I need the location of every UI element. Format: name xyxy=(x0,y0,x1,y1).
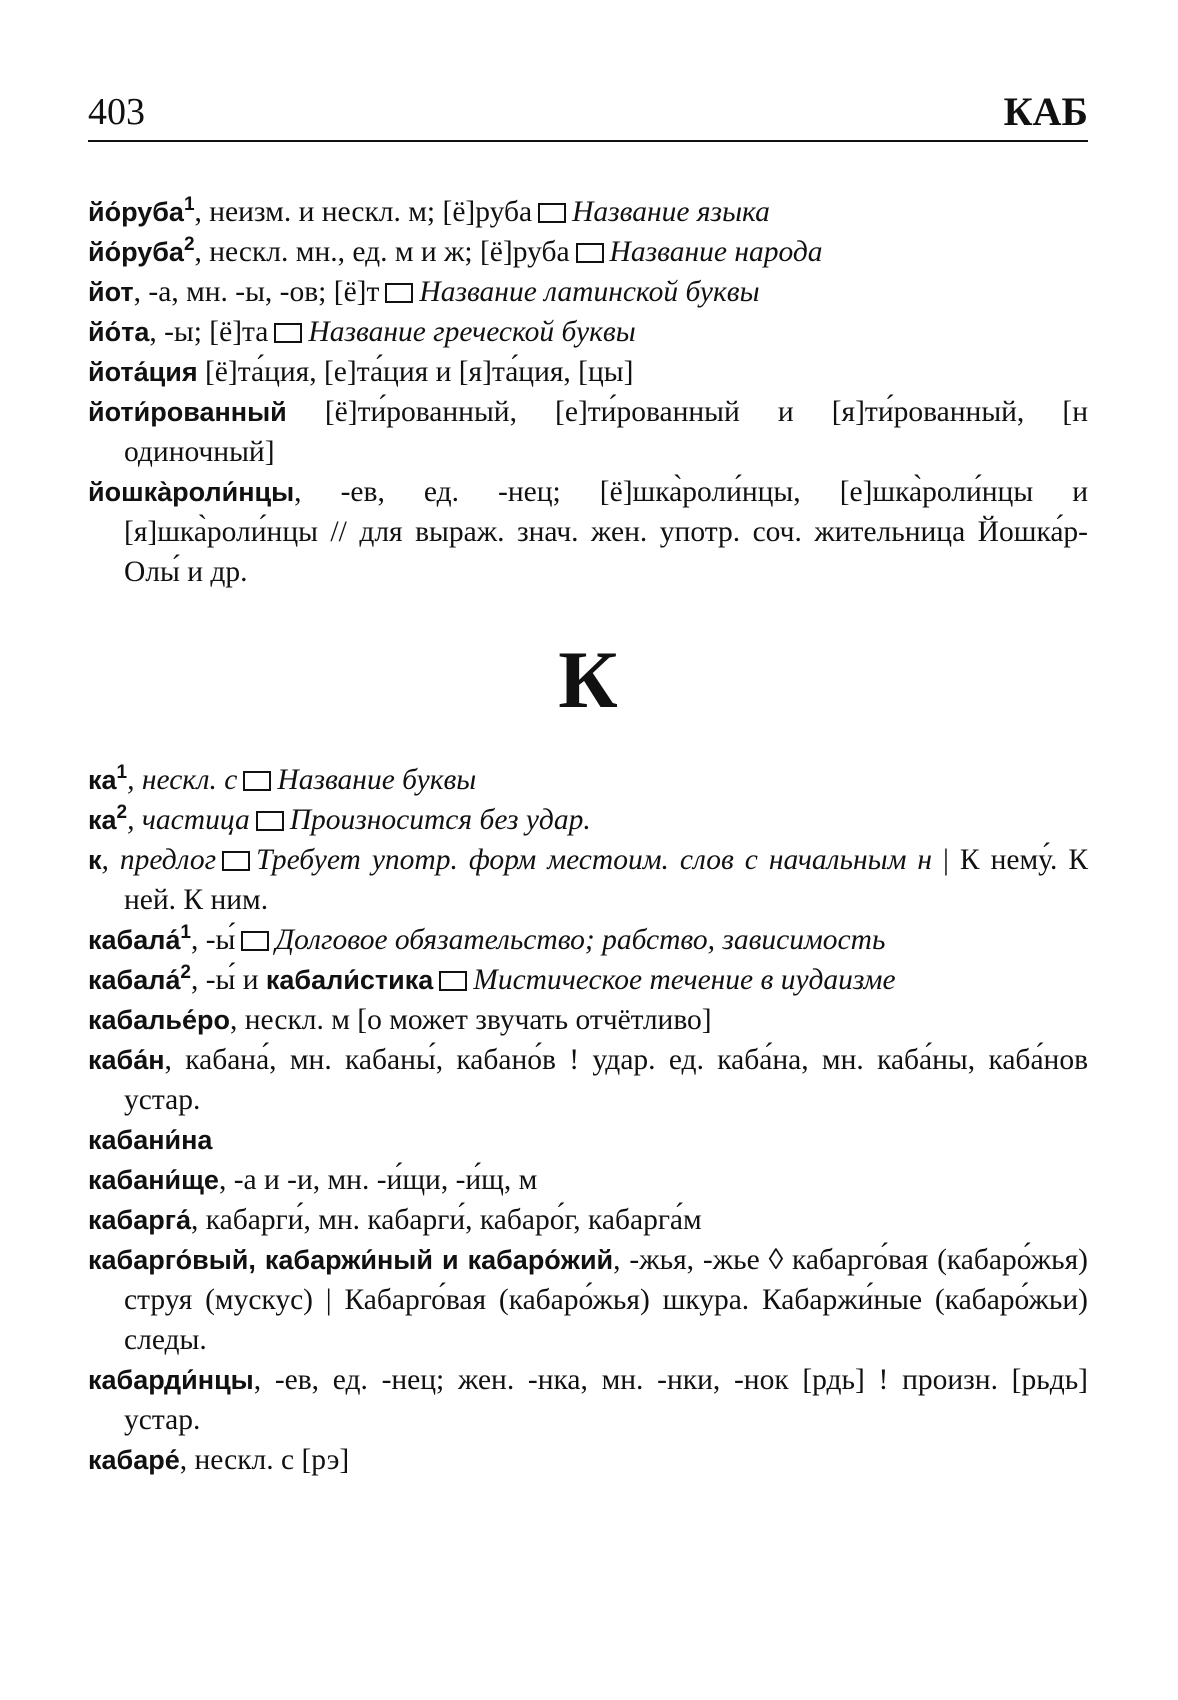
entry-text: [ё]ти́рованный, [е]ти́рованный и [я]ти́рованный, [н одиночный] xyxy=(124,396,1088,468)
headword: ка xyxy=(88,765,117,795)
definition: Название языка xyxy=(572,196,770,228)
headword: кабала́ xyxy=(88,925,181,955)
definition-box-icon xyxy=(243,771,271,791)
entry-yoshkarolintsy xyxy=(88,472,1088,592)
entry-yotatsiya xyxy=(88,352,1088,392)
entry-text: , нескл. м [о может звучать отчётливо] xyxy=(229,1004,712,1036)
grammar-note: , -ы; [ё]та xyxy=(149,316,269,348)
entry-ka-2 xyxy=(88,800,1088,840)
entry-text: , -ев, ед. -нец; [ё]шка̀роли́нцы, [е]шка̀роли́нцы и [я]шка̀роли́нцы // для выраж. знач. жен. употр. соч. жительница Йошка́р-Олы́ и др. xyxy=(124,476,1088,588)
grammar-note: , -а, мн. -ы, -ов; [ё]т xyxy=(133,276,380,308)
entry-kabarga xyxy=(88,1200,1088,1240)
headword-variant: кабали́стика xyxy=(265,965,434,995)
grammar-note: , частица xyxy=(127,804,250,836)
homonym-index: 2 xyxy=(183,234,195,256)
entry-yoruba-1 xyxy=(88,192,1088,232)
headword: кабарго́вый, кабаржи́ный и кабаро́жий xyxy=(88,1245,614,1275)
entries-column xyxy=(88,192,1088,1480)
headword: к xyxy=(88,845,102,875)
grammar-note: , предлог xyxy=(101,844,217,876)
entry-yot xyxy=(88,272,1088,312)
entry-text: [ё]та́ция, [е]та́ция и [я]та́ция, [цы] xyxy=(197,356,634,388)
entry-k xyxy=(88,840,1088,920)
headword: кабаре́ xyxy=(88,1445,180,1475)
guide-word: КАБ xyxy=(1003,89,1088,134)
page-header xyxy=(88,84,1088,144)
entry-text: , кабарги́, мн. кабарги́, кабаро́г, кабарга́м xyxy=(190,1204,702,1236)
entry-kabanishche xyxy=(88,1160,1088,1200)
entry-kabanina xyxy=(88,1120,1088,1160)
headword: йо́руба xyxy=(88,237,184,267)
entry-kabalero xyxy=(88,1000,1088,1040)
definition: Мистическое течение в иудаизме xyxy=(473,964,896,996)
headword: кабалье́ро xyxy=(88,1005,230,1035)
entry-kabare xyxy=(88,1440,1088,1480)
entry-kabargovy xyxy=(88,1240,1088,1360)
definition-box-icon xyxy=(222,851,250,871)
headword: кабарди́нцы xyxy=(88,1365,254,1395)
entry-ka-1 xyxy=(88,760,1088,800)
headword: кабани́ще xyxy=(88,1165,219,1195)
entry-text: , нескл. с [рэ] xyxy=(179,1444,350,1476)
entry-yoruba-2 xyxy=(88,232,1088,272)
headword: йошка̀роли́нцы xyxy=(88,477,295,507)
headword: йоти́рованный xyxy=(88,397,287,427)
entry-kabala-2 xyxy=(88,960,1088,1000)
definition: Название народа xyxy=(609,236,823,268)
definition: Название буквы xyxy=(277,764,477,796)
definition-box-icon xyxy=(439,971,467,991)
grammar-note: , нескл. с xyxy=(127,764,238,796)
homonym-index: 2 xyxy=(116,802,128,824)
usage-examples: | К нему́. К ней. К ним. xyxy=(124,844,1089,916)
entry-text: , -а и -и, мн. -и́щи, -и́щ, м xyxy=(218,1164,538,1196)
headword: йот xyxy=(88,277,134,307)
headword: кабала́ xyxy=(88,965,181,995)
headword: кабани́на xyxy=(88,1125,213,1155)
entry-text: , -ев, ед. -нец; жен. -нка, мн. -нки, -нок [рдь] ! произн. [рьдь] устар. xyxy=(124,1364,1088,1436)
headword: ка xyxy=(88,805,117,835)
entry-kabardintsy xyxy=(88,1360,1088,1440)
grammar-note: , -ы́ и xyxy=(190,964,266,996)
homonym-index: 2 xyxy=(180,962,191,984)
definition-box-icon xyxy=(538,203,566,223)
headword: кабарга́ xyxy=(88,1205,191,1235)
definition-box-icon xyxy=(256,811,284,831)
headword: йота́ция xyxy=(88,357,198,387)
definition: Долговое обязательство; рабство, зависимость xyxy=(275,924,886,956)
definition: Название греческой буквы xyxy=(308,316,636,348)
entry-kabala-1 xyxy=(88,920,1088,960)
entry-yota xyxy=(88,312,1088,352)
entry-text: , кабана́, мн. кабаны́, кабано́в ! удар. ед. каба́на, мн. каба́ны, каба́нов устар. xyxy=(124,1044,1088,1116)
definition-box-icon xyxy=(274,323,302,343)
definition-box-icon xyxy=(385,283,413,303)
grammar-note: , нескл. мн., ед. м и ж; [ё]руба xyxy=(194,236,570,268)
headword: йо́руба xyxy=(88,197,184,227)
page-number: 403 xyxy=(88,91,145,133)
definition-box-icon xyxy=(576,243,604,263)
homonym-index: 1 xyxy=(116,762,128,784)
headword: каба́н xyxy=(88,1045,165,1075)
homonym-index: 1 xyxy=(183,194,195,216)
definition: Название латинской буквы xyxy=(419,276,760,308)
header-rule xyxy=(88,140,1088,142)
homonym-index: 1 xyxy=(180,922,191,944)
entry-yotirovanny xyxy=(88,392,1088,472)
definition: Произносится без удар. xyxy=(289,804,591,836)
headword: йо́та xyxy=(88,317,150,347)
definition: Требует употр. форм местоим. слов с начальным н xyxy=(256,844,933,876)
grammar-note: , -ы́ xyxy=(190,924,236,956)
grammar-note: , неизм. и нескл. м; [ё]руба xyxy=(194,196,533,228)
entry-kaban xyxy=(88,1040,1088,1120)
section-letter: К xyxy=(558,634,618,725)
definition-box-icon xyxy=(241,931,269,951)
entry-text: , -жья, -жье ◊ кабарго́вая (кабаро́жья) струя (мускус) | Кабарго́вая (кабаро́жья) шкура. Кабаржи́ные (кабаро́жьи) следы. xyxy=(124,1244,1088,1356)
